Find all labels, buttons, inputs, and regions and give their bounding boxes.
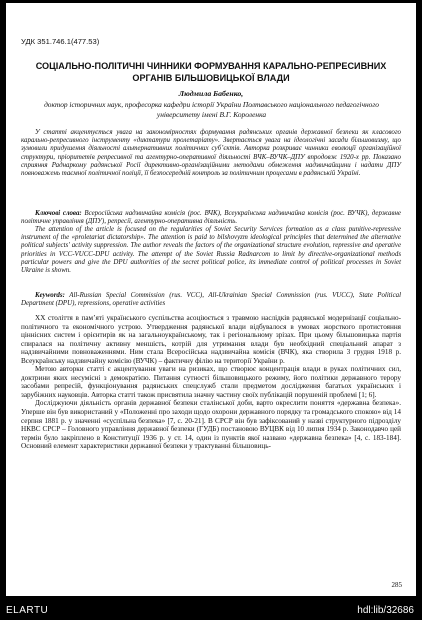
keywords-en-label: Keywords: — [35, 292, 65, 299]
author-name: Людмила Бабенко, — [178, 89, 244, 98]
body-paragraph: XX століття в пам’яті українського суспільства асоціюється з травмою наслідків радянської модернізації соціально-політичного та економічного устрою. Утвердження радянської влади відбувалося в умовах жорсткого протистояння ціннісних систем і орієнтирів як на загальноукраїнському, так і регіональному зрізах. При цьому більшовицька партія спиралася на політичну активну меншість, котрій для утримання влади був необхідний спеціальний апарат з надзвичайними повноваженнями. Ним стала Всеросійська надзвичайна комісія (ВЧК), яка створила 3 грудня 1918 р. Всеукраїнську надзвичайну комісію (ВУЧК) – фактичну філію на території України р. — [21, 314, 401, 365]
abstract-english — [21, 226, 401, 275]
archive-label: ELARTU — [6, 605, 49, 616]
keywords-ua-label: Ключові слова: — [35, 210, 82, 217]
udc-code: УДК 351.746.1(477.53) — [21, 37, 100, 46]
keywords-en-text: All-Russian Special Commission (rus. VCC), All-Ukrainian Special Commission (rus. VUCC), State Political Department (DPU), repressions, operative activities — [21, 292, 401, 308]
article-title: СОЦІАЛЬНО-ПОЛІТИЧНІ ЧИННИКИ ФОРМУВАННЯ КАРАЛЬНО-РЕПРЕСИВНИХ ОРГАНІВ БІЛЬШОВИЦЬКОЇ ВЛАДИ — [35, 61, 387, 83]
author-affiliation: доктор історичних наук, професорка кафедри історії України Полтавського національного педагогічного університету імені В.Г. Короленка — [44, 100, 379, 119]
abstract-en-text: The attention of the article is focused on the regularities of Soviet Security Services formation as a class punitive-repressive instrument of the «proletariat dictatorship». The attention is paid to bilshovyzm ideological principles that determined the alternative political subjects' activity suppression. The author reveals the factors of the organizational structure evolution, repressive and operative priorities in VCC-VUCC-DPU activity. The attempt of the Soviet Russia Radnarcom to limit by directive-organizational methods particular powers and give the DPU authorities of the secret political police, its immediate control of political processes in Soviet Ukraine is shown. — [21, 226, 401, 275]
body-paragraph: Метою авторки статті є акцентування уваги на ризиках, що створює концентрація влади в руках політичних сил, доктрини яких несумісні з демократією. Питання сутності більшовицького режиму, його політики державного терору засобами репресій, функціонування радянських спецслужб стали предметом дослідження багатьох українських і зарубіжних науковців. Авторка статті також присвятила значну частину своїх публікацій порушеній проблемі [1; 6]. — [21, 365, 401, 399]
keywords-ukrainian — [21, 210, 401, 226]
keywords-ua-text: Всеросійська надзвичайна комісія (рос. ВЧК), Всеукраїнська надзвичайна комісія (рос. ВУЧК), державне політичне управління (ДПУ), репресії, агентурно-оперативна діяльність. — [21, 210, 401, 226]
abstract-ukrainian — [21, 129, 401, 178]
journal-page — [6, 3, 416, 596]
keywords-english — [21, 292, 401, 308]
page-number: 285 — [391, 581, 402, 589]
abstract-ua-text: У статті акцентується увага на закономірностях формування радянських органів державної безпеки як класового карально-репресивного інструменту «диктатури пролетаріату». Звертається увага на ідеологічні засади більшовизму, що зумовили придушення діяльності альтернативних політичних суб’єктів. Авторка розкриває чинники еволюції організаційної структури, пріоритетів репресивної та агентурно-оперативної діяльності ВЧК–ВУЧК–ДПУ впродовж 1920-х рр. Показано сприяння Раднаркому радянської Росії директивно-організаційними методами обмеження надзвичайщини і надати ДПУ повноважень таємної політичної поліції, її безпосередній контроль за політичним процесами в радянській Україні. — [21, 129, 401, 178]
article-body — [21, 314, 401, 451]
body-paragraph: Досліджуючи діяльність органів державної безпеки сталінської доби, варто окреслити поняття «державна безпека». Уперше він був використаний у «Положенні про заходи щодо охорони державного порядку та громадського спокою» від 14 серпня 1881 р. у значенні «суспільна безпека» [7, с. 20-21]. В СРСР він був зафіксований у назві структурного підрозділу НКВС СРСР – Головного управління державної безпеки (ГУДБ) постановою ВУЦВК від 10 липня 1934 р. Законодавчо цей термін було закріплено в Конституції 1936 р. у ст. 14, один із пунктів якої названо «державна безпека» [4, с. 183-184]. Основний елемент характеристики державної безпеки у трактуванні більшовиць- — [21, 399, 401, 451]
handle-identifier: hdl:lib/32686 — [357, 605, 414, 616]
